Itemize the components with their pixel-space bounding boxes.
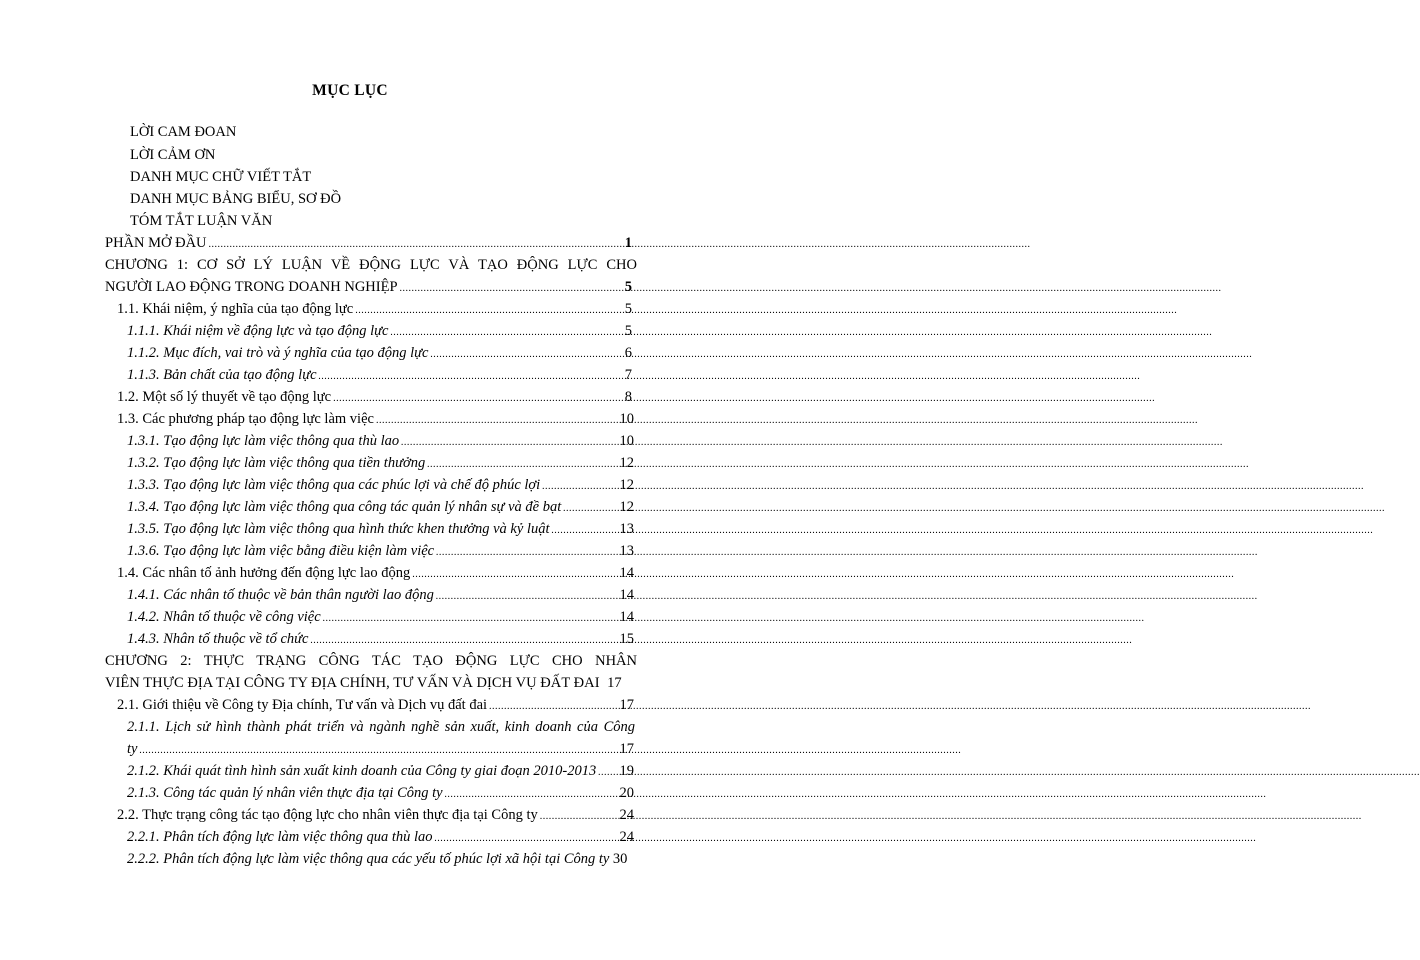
leader-dots — [430, 342, 612, 366]
toc-entry: 1.3.2. Tạo động lực làm việc thông qua tiền thưởng ..... 12 — [127, 452, 634, 474]
leader-dots — [563, 496, 614, 520]
leader-dots — [310, 628, 614, 652]
toc-entry: VIÊN THỰC ĐỊA TẠI CÔNG TY ĐỊA CHÍNH, TƯ VẤN VÀ DỊCH VỤ ĐẤT ĐAI 17 — [105, 675, 622, 691]
leader-dots — [401, 430, 614, 454]
leader-dots — [333, 386, 612, 410]
leader-dots — [319, 364, 612, 388]
page-title: MỤC LỤC — [312, 82, 388, 99]
toc-entry: LỜI CẢM ƠN — [130, 147, 216, 163]
toc-entry: 1.3.1. Tạo động lực làm việc thông qua thù lao ..... 10 — [127, 430, 634, 452]
leader-dots — [427, 452, 614, 476]
toc-entry: 2.1. Giới thiệu về Công ty Địa chính, Tư vấn và Dịch vụ đất đai ..... 17 — [117, 694, 634, 716]
toc-entry: 1.3.5. Tạo động lực làm việc thông qua hình thức khen thưởng và kỷ luật ..... 13 — [127, 518, 634, 540]
toc-entry: 2.1.2. Khái quát tình hình sản xuất kinh doanh của Công ty giai đoạn 2010-2013 ..... 19 — [127, 760, 634, 782]
toc-entry: 1.4. Các nhân tố ảnh hưởng đến động lực lao động ..... 14 — [117, 562, 634, 584]
toc-entry: 2.2. Thực trạng công tác tạo động lực cho nhân viên thực địa tại Công ty ..... 24 — [117, 804, 634, 826]
toc-entry: LỜI CAM ĐOAN — [130, 124, 237, 140]
toc-entry: TÓM TẮT LUẬN VĂN — [130, 213, 273, 229]
leader-dots — [376, 408, 614, 432]
toc-entry: 1.1.1. Khái niệm về động lực và tạo động lực ..... 5 — [127, 320, 632, 342]
toc-chapter-heading: CHƯƠNG 2: THỰC TRẠNG CÔNG TÁC TẠO ĐỘNG LỰC CHO NHÂN — [105, 653, 637, 669]
toc-entry: PHẦN MỞ ĐẦU ..... 1 — [105, 232, 632, 254]
toc-entry: 1.4.2. Nhân tố thuộc về công việc ..... 14 — [127, 606, 634, 628]
toc-entry: 1.1.3. Bản chất của tạo động lực ..... 7 — [127, 364, 632, 386]
leader-dots — [209, 232, 612, 256]
toc-chapter-heading: CHƯƠNG 1: CƠ SỞ LÝ LUẬN VỀ ĐỘNG LỰC VÀ TẠO ĐỘNG LỰC CHO — [105, 257, 637, 273]
toc-entry: 1.4.1. Các nhân tố thuộc về bản thân người lao động ..... 14 — [127, 584, 634, 606]
leader-dots — [436, 584, 614, 608]
toc-entry: 1.3.6. Tạo động lực làm việc bằng điều kiện làm việc ..... 13 — [127, 540, 634, 562]
document-page — [0, 0, 700, 960]
toc-entry: DANH MỤC CHỮ VIẾT TẮT — [130, 169, 312, 185]
toc-entry: 2.2.1. Phân tích động lực làm việc thông qua thù lao ..... 24 — [127, 826, 634, 848]
leader-dots — [542, 474, 614, 498]
leader-dots — [323, 606, 614, 630]
toc-entry-wrapped: 2.1.1. Lịch sử hình thành phát triển và ngành nghề sản xuất, kinh doanh của Công — [127, 719, 635, 735]
leader-dots — [489, 694, 614, 718]
toc-entry: 1.4.3. Nhân tố thuộc về tổ chức ..... 15 — [127, 628, 634, 650]
toc-entry: 1.1. Khái niệm, ý nghĩa của tạo động lực ..... 5 — [117, 298, 632, 320]
toc-entry: DANH MỤC BẢNG BIỂU, SƠ ĐỒ — [130, 191, 342, 207]
toc-entry: NGƯỜI LAO ĐỘNG TRONG DOANH NGHIỆP ..... 5 — [105, 276, 632, 298]
leader-dots — [598, 760, 614, 784]
toc-entry: 2.2.2. Phân tích động lực làm việc thông qua các yếu tố phúc lợi xã hội tại Công ty 30 — [127, 851, 628, 867]
leader-dots — [435, 826, 614, 850]
leader-dots — [355, 298, 612, 322]
toc-entry: ty ..... 17 — [127, 738, 634, 760]
leader-dots — [436, 540, 614, 564]
toc-entry: 1.2. Một số lý thuyết về tạo động lực ..... 8 — [117, 386, 632, 408]
leader-dots — [445, 782, 614, 806]
leader-dots — [552, 518, 615, 542]
toc-entry: 1.3.4. Tạo động lực làm việc thông qua công tác quản lý nhân sự và đề bạt ..... 12 — [127, 496, 634, 518]
leader-dots — [139, 738, 614, 762]
toc-entry: 1.1.2. Mục đích, vai trò và ý nghĩa của tạo động lực ..... 6 — [127, 342, 632, 364]
leader-dots — [412, 562, 614, 586]
leader-dots — [400, 276, 612, 300]
toc-entry: 1.3.3. Tạo động lực làm việc thông qua các phúc lợi và chế độ phúc lợi ..... 12 — [127, 474, 634, 496]
leader-dots — [390, 320, 612, 344]
toc-entry: 2.1.3. Công tác quản lý nhân viên thực địa tại Công ty ..... 20 — [127, 782, 634, 804]
leader-dots — [540, 804, 614, 828]
toc-entry: 1.3. Các phương pháp tạo động lực làm việc ..... 10 — [117, 408, 634, 430]
